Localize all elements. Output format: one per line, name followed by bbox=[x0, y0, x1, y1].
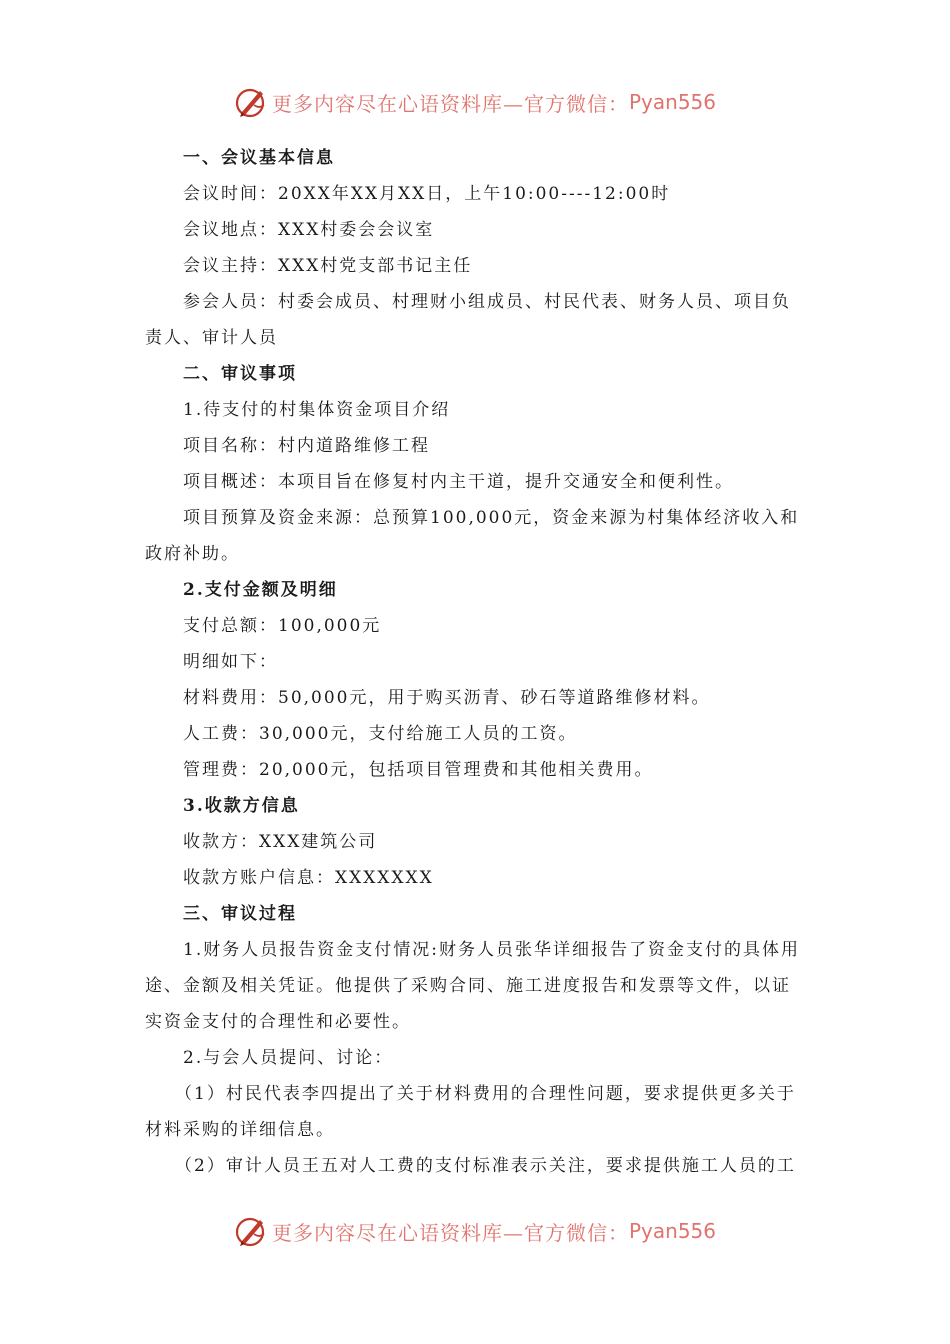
paragraph: 项目预算及资金来源：总预算100,000元，资金来源为村集体经济收入和政府补助。 bbox=[145, 508, 800, 564]
watermark-text: 更多内容尽在心语资料库—官方微信： bbox=[271, 91, 629, 116]
header-watermark bbox=[0, 82, 950, 122]
paragraph: 会议主持：XXX村党支部书记主任 bbox=[183, 256, 473, 276]
paragraph: 收款方账户信息：XXXXXXX bbox=[183, 868, 434, 888]
watermark-handle: Pyan556 bbox=[628, 1219, 716, 1243]
footer-watermark bbox=[0, 1211, 950, 1251]
section-heading: 三、审议过程 bbox=[183, 904, 297, 924]
paragraph: （1）村民代表李四提出了关于材料费用的合理性问题，要求提供更多关于材料采购的详细信息。 bbox=[145, 1084, 796, 1140]
paragraph: （2）审计人员王五对人工费的支付标准表示关注，要求提供施工人员的工 bbox=[175, 1156, 796, 1176]
pen-logo-icon bbox=[234, 1214, 268, 1248]
paragraph: 2.与会人员提问、讨论： bbox=[183, 1048, 394, 1068]
paragraph: 会议时间：20XX年XX月XX日，上午10:00----12:00时 bbox=[183, 184, 671, 204]
paragraph: 人工费：30,000元，支付给施工人员的工资。 bbox=[183, 724, 578, 744]
paragraph: 管理费：20,000元，包括项目管理费和其他相关费用。 bbox=[183, 760, 654, 780]
document-body bbox=[145, 140, 807, 1184]
paragraph: 项目概述：本项目旨在修复村内主干道，提升交通安全和便利性。 bbox=[183, 472, 734, 492]
section-heading: 2.支付金额及明细 bbox=[183, 580, 338, 600]
section-heading: 一、会议基本信息 bbox=[183, 148, 335, 168]
section-heading: 3.收款方信息 bbox=[183, 796, 300, 816]
paragraph: 1.财务人员报告资金支付情况:财务人员张华详细报告了资金支付的具体用途、金额及相关凭证。他提供了采购合同、施工进度报告和发票等文件，以证实资金支付的合理性和必要性。 bbox=[145, 940, 800, 1032]
watermark-handle: Pyan556 bbox=[628, 90, 716, 114]
watermark-text: 更多内容尽在心语资料库—官方微信： bbox=[271, 1220, 629, 1245]
paragraph: 会议地点：XXX村委会会议室 bbox=[183, 220, 435, 240]
paragraph: 收款方：XXX建筑公司 bbox=[183, 832, 378, 852]
paragraph: 材料费用：50,000元，用于购买沥青、砂石等道路维修材料。 bbox=[183, 688, 711, 708]
paragraph: 参会人员：村委会成员、村理财小组成员、村民代表、财务人员、项目负责人、审计人员 bbox=[145, 292, 791, 348]
paragraph: 1.待支付的村集体资金项目介绍 bbox=[183, 400, 451, 420]
paragraph: 明细如下： bbox=[183, 652, 278, 672]
section-heading: 二、审议事项 bbox=[183, 364, 297, 384]
pen-logo-icon bbox=[234, 85, 268, 119]
paragraph: 项目名称：村内道路维修工程 bbox=[183, 436, 430, 456]
paragraph: 支付总额：100,000元 bbox=[183, 616, 382, 636]
